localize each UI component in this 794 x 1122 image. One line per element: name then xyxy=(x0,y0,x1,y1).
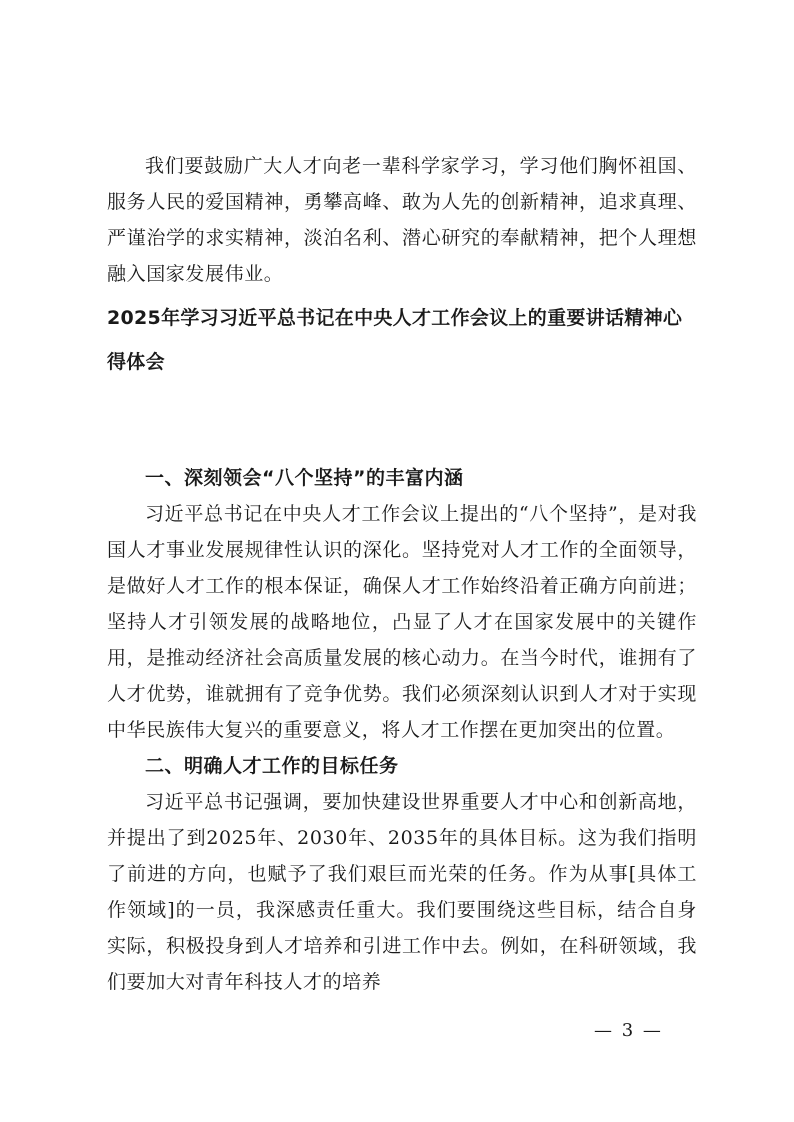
intro-paragraph: 我们要鼓励广大人才向老一辈科学家学习，学习他们胸怀祖国、服务人民的爱国精神，勇攀高峰、敢为人先的创新精神，追求真理、严谨治学的求实精神，淡泊名利、潜心研究的奉献精神，把个人理想融入国家发展伟业。 xyxy=(107,155,697,285)
section-paragraph-2: 习近平总书记强调，要加快建设世界重要人才中心和创新高地，并提出了到2025年、2030年、2035年的具体目标。这为我们指明了前进的方向，也赋予了我们艰巨而光荣的任务。作为从事[具体工作领域]的一员，我深感责任重大。我们要围绕这些目标，结合自身实际，积极投身到人才培养和引进工作中去。例如，在科研领域，我们要加大对青年科技人才的培养 xyxy=(107,791,697,993)
spacer xyxy=(107,384,697,460)
section-paragraph-1: 习近平总书记在中央人才工作会议上提出的“八个坚持”，是对我国人才事业发展规律性认识的深化。坚持党对人才工作的全面领导，是做好人才工作的根本保证，确保人才工作始终沿着正确方向前进；坚持人才引领发展的战略地位，凸显了人才在国家发展中的关键作用，是推动经济社会高质量发展的核心动力。在当今时代，谁拥有了人才优势，谁就拥有了竞争优势。我们必须深刻认识到人才对于实现中华民族伟大复兴的重要意义，将人才工作摆在更加突出的位置。 xyxy=(107,503,697,741)
section-heading-2: 二、明确人才工作的目标任务 xyxy=(145,755,399,777)
page-number: — 3 — xyxy=(594,1020,663,1041)
document-body xyxy=(107,148,697,1000)
document-title: 2025年学习习近平总书记在中央人才工作会议上的重要讲话精神心得体会 xyxy=(107,307,683,373)
section-heading-1: 一、深刻领会“八个坚持”的丰富内涵 xyxy=(145,467,464,489)
